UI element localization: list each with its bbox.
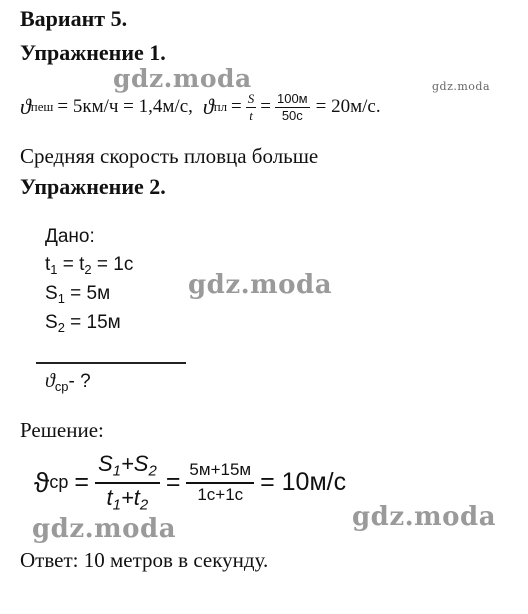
- solution-label: Решение:: [20, 418, 104, 442]
- sum-time: $t_1+t_2$: [106, 484, 149, 514]
- velocity-symbol: ϑ: [20, 94, 31, 120]
- watermark-small: gdz.moda: [432, 80, 491, 93]
- find-velocity: $ϑ_{ср}-$ ?: [45, 370, 91, 394]
- numeric-numerator: 5м+15м: [186, 461, 254, 484]
- fraction-numerator: S: [247, 91, 255, 106]
- fraction-sum-distance-over-sum-time: [95, 452, 160, 514]
- given-time: $t_1 = t_2 = 1с$: [45, 254, 134, 277]
- given-divider: [36, 362, 186, 364]
- exercise-1-formula: [20, 92, 381, 122]
- fraction-denominator-50c: 50с: [281, 107, 303, 123]
- exercise-2-heading: Упражнение 2.: [20, 174, 166, 199]
- fraction-numeric: [186, 461, 254, 504]
- given-distance-1: $S_1 = 5м$: [45, 283, 111, 306]
- variant-heading: Вариант 5.: [20, 6, 128, 31]
- equals-sign-2: =: [260, 96, 271, 118]
- watermark: gdz.moda: [113, 64, 252, 93]
- equals-sign-big-2: =: [165, 468, 181, 497]
- exercise-1-heading: Упражнение 1.: [20, 40, 166, 65]
- velocity-symbol-swim: ϑ: [202, 94, 214, 120]
- given-distance-2: $S_2 = 15м$: [45, 312, 121, 335]
- average-subscript: ср: [49, 472, 69, 493]
- fraction-denominator: t: [249, 107, 253, 123]
- fraction-distance-time: [275, 92, 310, 122]
- given-title: Дано:: [45, 226, 95, 247]
- walk-speed-value: = 5км/ч = 1,4м/с,: [57, 96, 193, 118]
- sum-distance: $S_1+S_2$: [95, 452, 160, 484]
- swim-speed-result: = 20м/с.: [315, 96, 381, 118]
- fraction-numerator-100m: 100м: [276, 91, 308, 106]
- swim-subscript: пл: [213, 99, 228, 115]
- equals-sign: =: [231, 96, 242, 118]
- numeric-denominator: 1с+1с: [197, 484, 244, 504]
- fraction-s-over-t: [246, 92, 257, 122]
- exercise-1-conclusion: Средняя скорость пловца больше: [20, 144, 319, 168]
- average-speed-formula: [34, 452, 346, 514]
- equals-sign-big: =: [74, 468, 89, 497]
- watermark: gdz.moda: [32, 514, 177, 544]
- average-speed-result: = 10м/с: [260, 468, 347, 497]
- walk-subscript: пеш: [30, 99, 54, 115]
- answer-text: Ответ: 10 метров в секунду.: [20, 548, 269, 572]
- watermark: gdz.moda: [188, 270, 333, 300]
- watermark: gdz.moda: [352, 502, 497, 532]
- velocity-symbol-big: ϑ: [34, 466, 50, 498]
